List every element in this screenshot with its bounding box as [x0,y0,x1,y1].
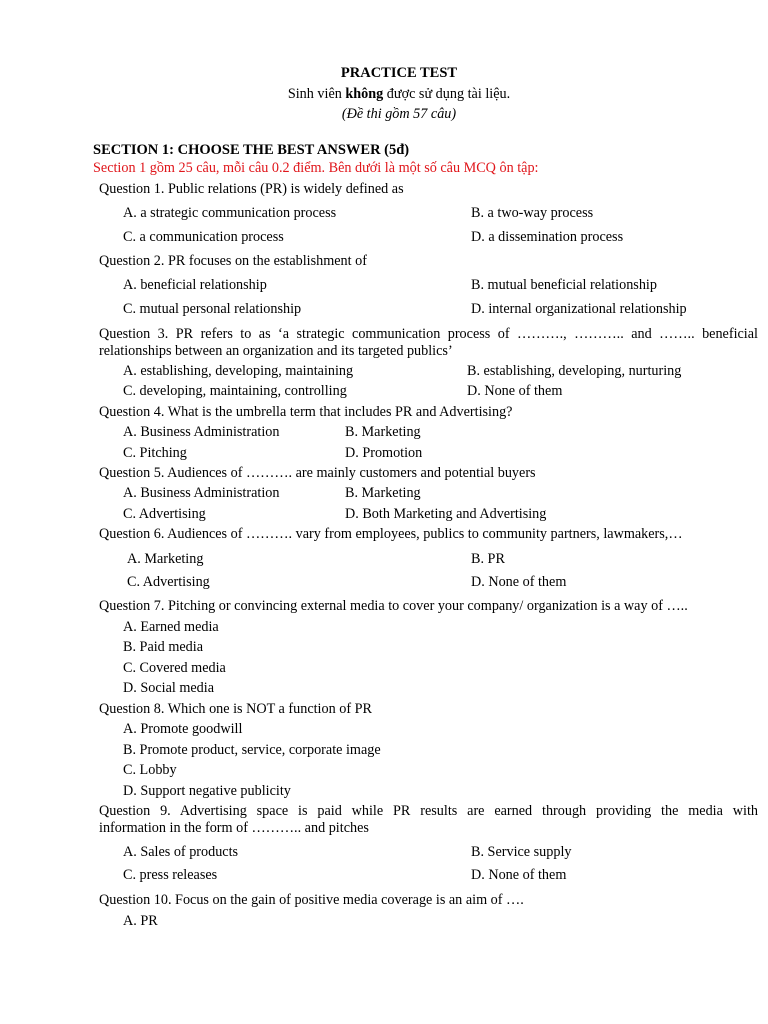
q1-option-a: A. a strategic communication process [123,205,337,221]
question-5: Question 5. Audiences of ………. are mainly customers and potential buyers [99,465,536,481]
q8-option-c: C. Lobby [123,762,177,778]
question-7: Question 7. Pitching or convincing external media to cover your company/ organization is a way of ….. [99,598,688,614]
q6-option-a: A. Marketing [127,551,204,567]
q3-option-d: D. None of them [467,383,563,399]
q5-option-b: B. Marketing [345,485,421,501]
q4-option-a: A. Business Administration [123,424,280,440]
q3-option-c: C. developing, maintaining, controlling [123,383,347,399]
q7-option-b: B. Paid media [123,639,203,655]
section-instruction: Section 1 gồm 25 câu, mỗi câu 0.2 điểm. Bên dưới là một số câu MCQ ôn tập: [93,160,539,176]
q9-option-d: D. None of them [471,867,567,883]
q3-option-b: B. establishing, developing, nurturing [467,363,682,379]
question-9-line-2: information in the form of ……….. and pitches [99,820,369,836]
q4-option-d: D. Promotion [345,445,423,461]
page-subtitle: Sinh viên không được sử dụng tài liệu. [287,86,511,102]
question-3-line-1: Question 3. PR refers to as ‘a strategic communication process of ………., ……….. and …….. beneficial [99,326,758,342]
q9-option-c: C. press releases [123,867,218,883]
q9-option-a: A. Sales of products [123,844,239,860]
page-title: PRACTICE TEST [340,65,458,81]
q6-option-b: B. PR [471,551,505,567]
q2-option-c: C. mutual personal relationship [123,301,302,317]
question-6: Question 6. Audiences of ………. vary from employees, publics to community partners, lawmakers,… [99,526,683,542]
page-note: (Đề thi gồm 57 câu) [341,106,457,122]
question-1: Question 1. Public relations (PR) is widely defined as [99,181,404,197]
q3-option-a: A. establishing, developing, maintaining [123,363,354,379]
section-heading: SECTION 1: CHOOSE THE BEST ANSWER (5đ) [93,142,410,158]
q8-option-b: B. Promote product, service, corporate image [123,742,381,758]
q7-option-a: A. Earned media [123,619,219,635]
question-4: Question 4. What is the umbrella term that includes PR and Advertising? [99,404,513,420]
q4-option-b: B. Marketing [345,424,421,440]
q8-option-d: D. Support negative publicity [123,783,291,799]
q7-option-c: C. Covered media [123,660,226,676]
subtitle-emphasis: không [345,86,384,102]
question-2: Question 2. PR focuses on the establishment of [99,253,367,269]
q1-option-d: D. a dissemination process [471,229,624,245]
q1-option-b: B. a two-way process [471,205,594,221]
q2-option-d: D. internal organizational relationship [471,301,687,317]
q5-option-c: C. Advertising [123,506,206,522]
q7-option-d: D. Social media [123,680,215,696]
q5-option-a: A. Business Administration [123,485,280,501]
q10-option-a: A. PR [123,913,158,929]
q8-option-a: A. Promote goodwill [123,721,243,737]
q4-option-c: C. Pitching [123,445,187,461]
q2-option-b: B. mutual beneficial relationship [471,277,657,293]
q9-option-b: B. Service supply [471,844,572,860]
question-8: Question 8. Which one is NOT a function of PR [99,701,372,717]
question-3-line-2: relationships between an organization and its targeted publics’ [99,343,453,359]
question-10: Question 10. Focus on the gain of positive media coverage is an aim of …. [99,892,524,908]
question-9-line-1: Question 9. Advertising space is paid while PR results are earned through providing the media with [99,803,758,819]
q5-option-d: D. Both Marketing and Advertising [345,506,547,522]
q1-option-c: C. a communication process [123,229,284,245]
q6-option-d: D. None of them [471,574,567,590]
q2-option-a: A. beneficial relationship [123,277,267,293]
q6-option-c: C. Advertising [127,574,210,590]
